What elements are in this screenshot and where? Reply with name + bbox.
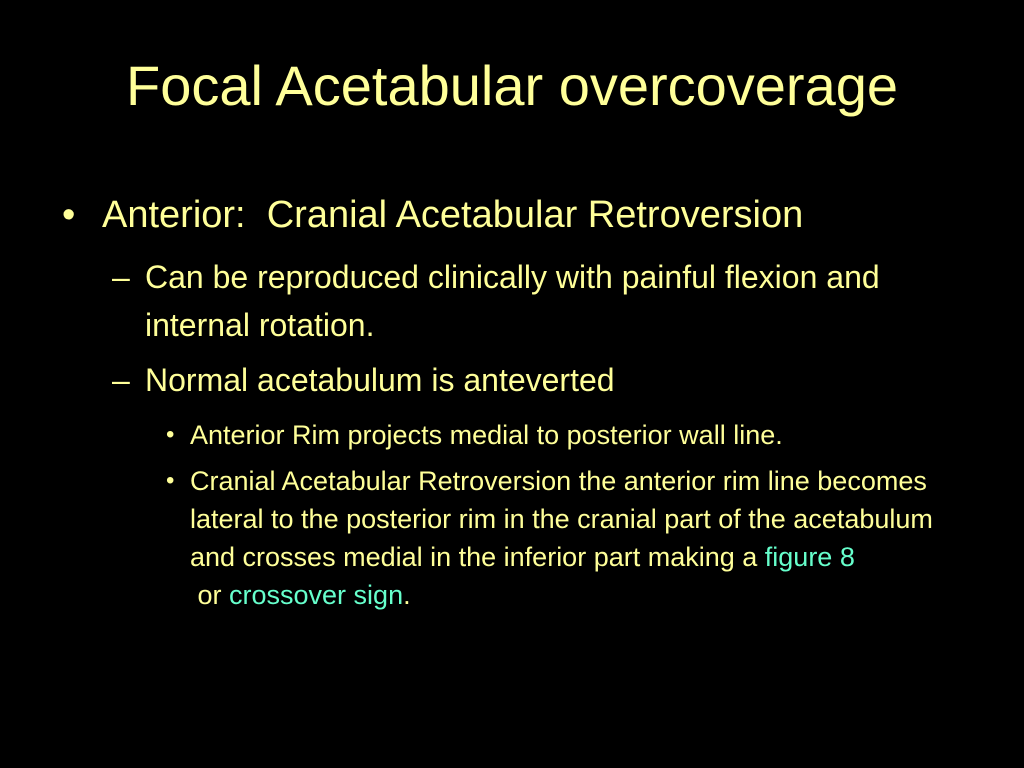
- slide-title: Focal Acetabular overcoverage: [126, 54, 898, 117]
- figure-8-highlight: figure 8: [764, 542, 855, 572]
- level2-text: Normal acetabulum is anteverted: [145, 362, 615, 398]
- level3-item: [166, 462, 960, 614]
- level2-item: [112, 356, 905, 404]
- level2-item: [112, 253, 905, 349]
- level3-item: [166, 416, 960, 454]
- bullet-icon: •: [166, 467, 175, 494]
- level3-text: Anterior Rim projects medial to posterior wall line.: [190, 420, 783, 450]
- level2-text: Can be reproduced clinically with painful flexion and internal rotation.: [145, 259, 880, 343]
- dash-icon: –: [112, 362, 130, 398]
- level1-item: [62, 192, 804, 238]
- crossover-sign-highlight: crossover sign: [229, 580, 404, 610]
- level3-text-middle: or: [190, 580, 230, 610]
- level3-text-end: .: [403, 580, 411, 610]
- dash-icon: –: [112, 259, 130, 295]
- bullet-icon: •: [62, 194, 76, 236]
- level3-text: Cranial Acetabular Retroversion the anterior rim line becomes lateral to the posterior rim in the cranial part of the acetabulum and crosses medial in the inferior part making a: [190, 466, 933, 572]
- bullet-icon: •: [166, 421, 175, 448]
- level1-text: Anterior: Cranial Acetabular Retroversion: [102, 194, 804, 236]
